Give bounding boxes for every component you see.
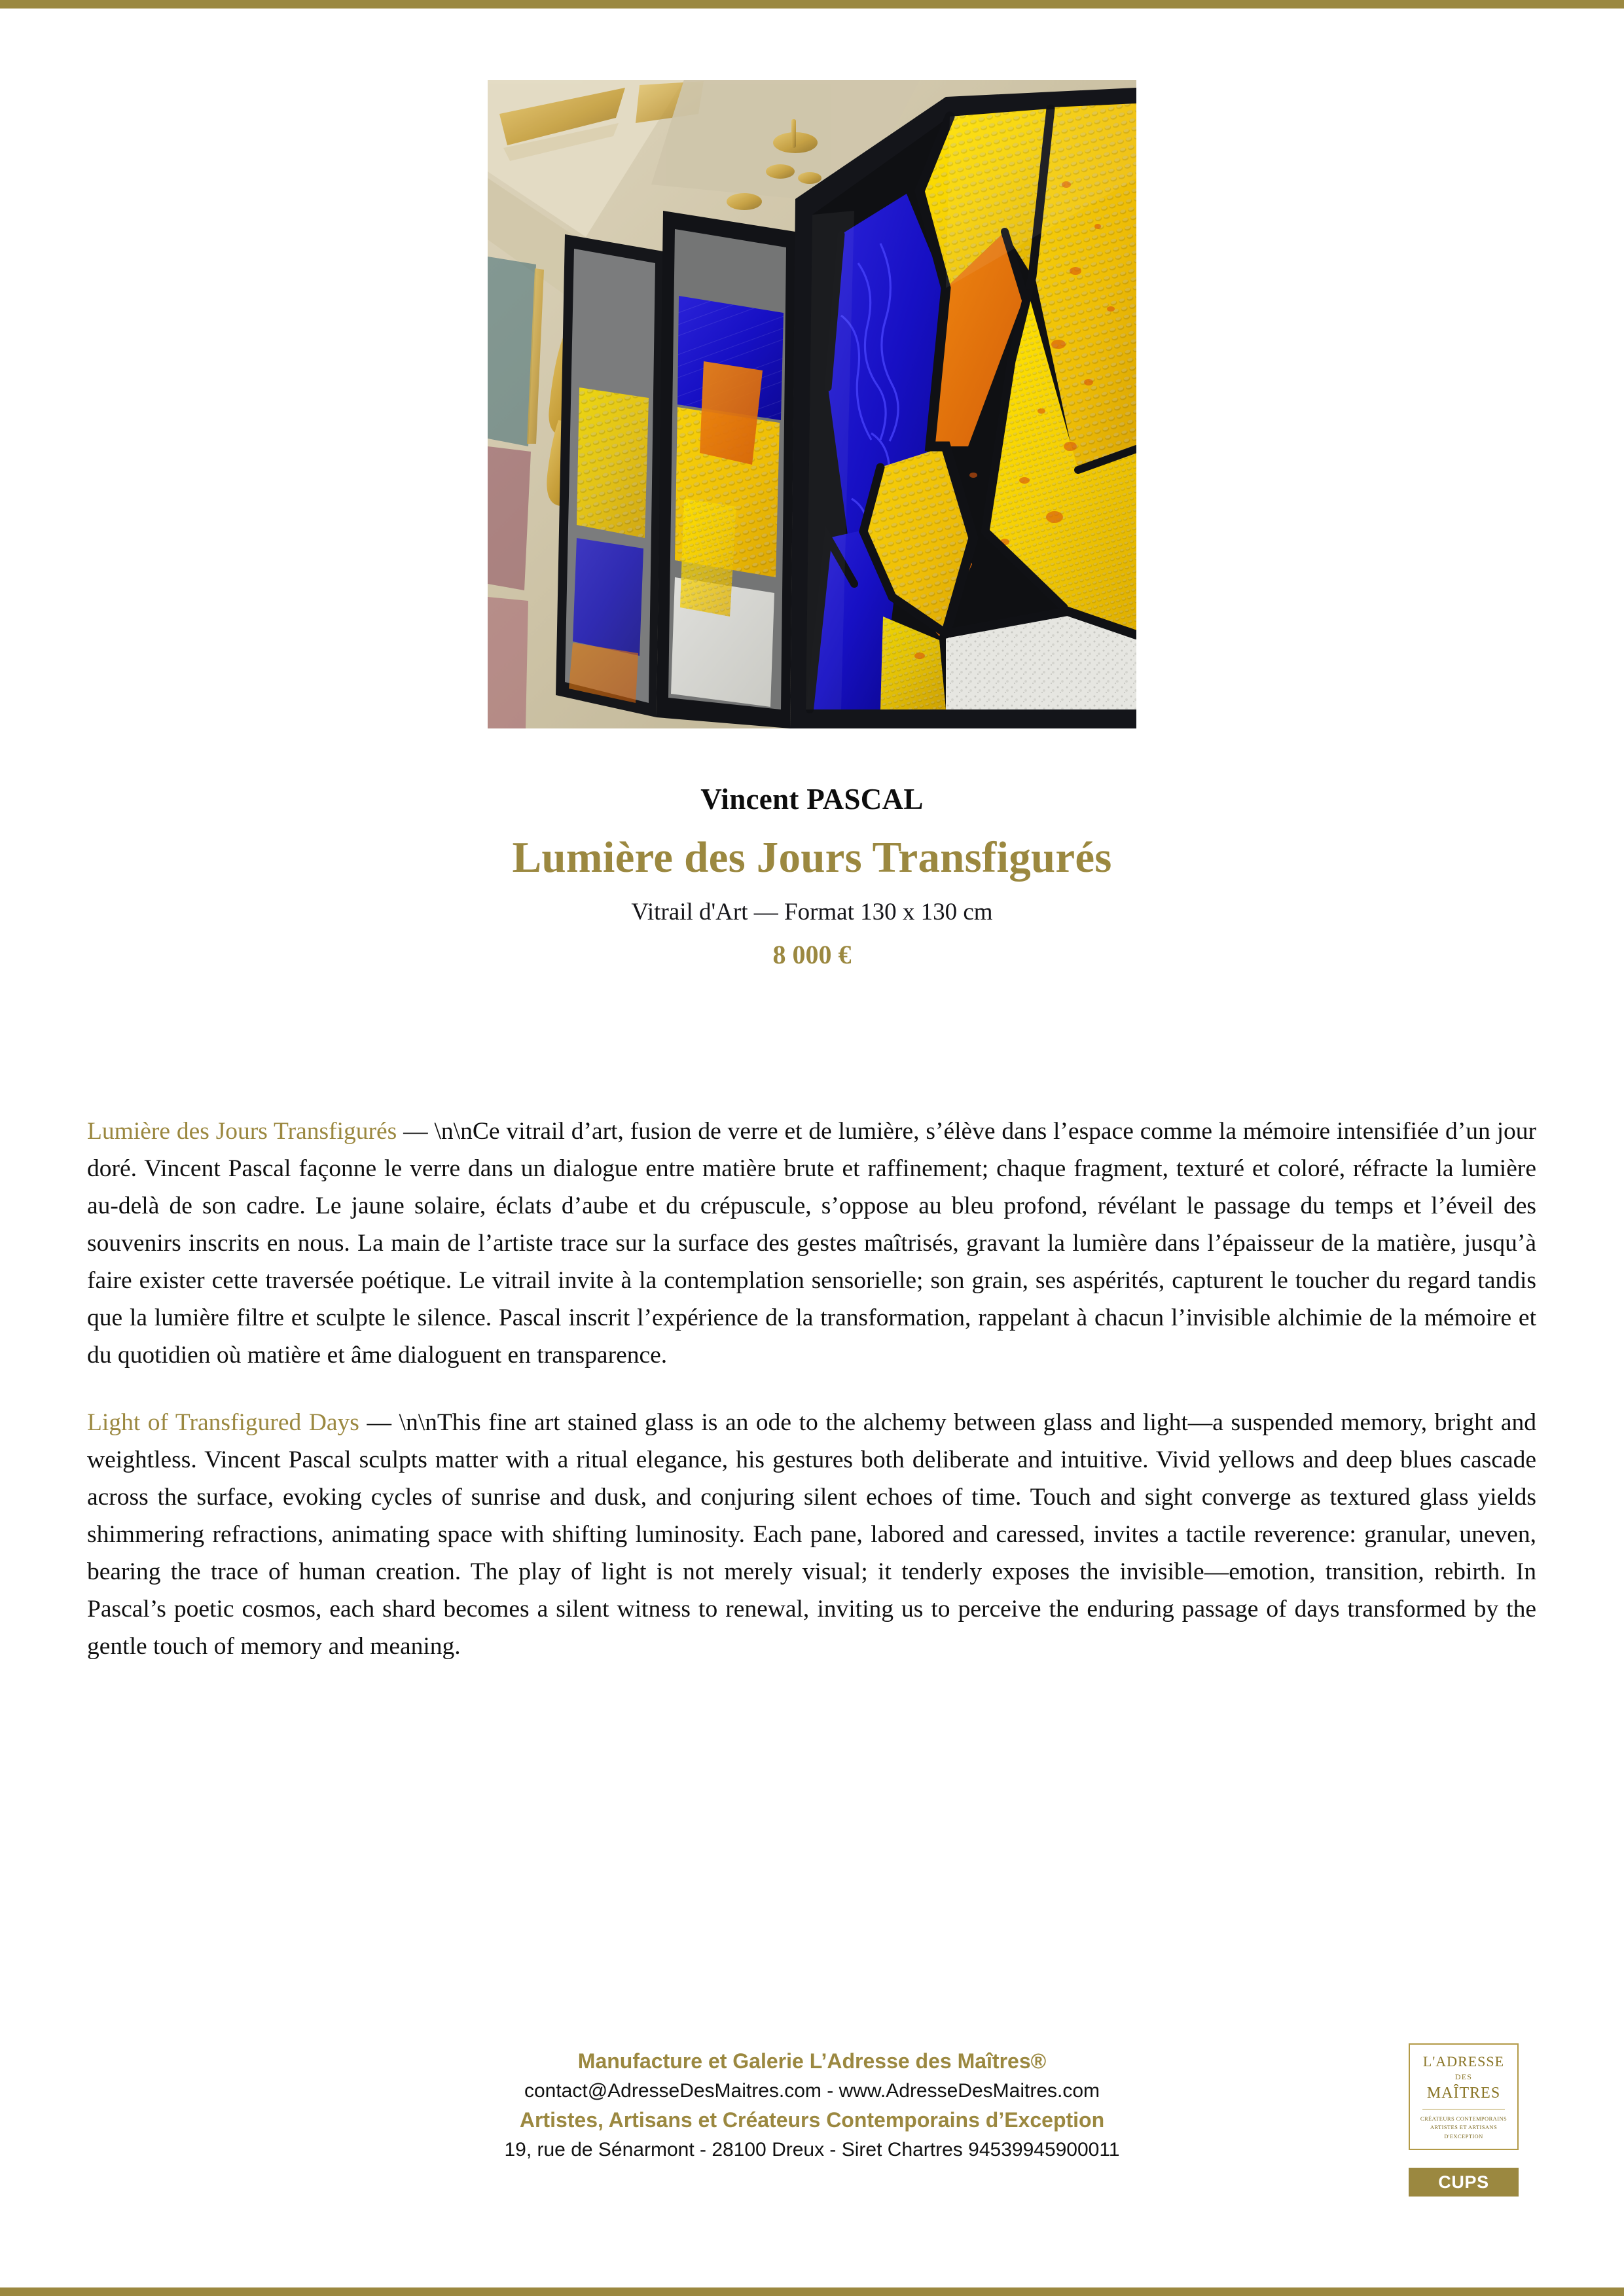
top-gold-rule [0, 0, 1624, 9]
footer-company: Manufacture et Galerie L’Adresse des Maîtres® [577, 2049, 1047, 2073]
description-paragraph-en [87, 1404, 1536, 1665]
footer-address: 19, rue de Sénarmont - 28100 Dreux - Siret Chartres 94539945900011 [504, 2138, 1120, 2161]
description-lead-fr: Lumière des Jours Transfigurés [87, 1118, 397, 1145]
page-title: Lumière des Jours Transfigurés [512, 833, 1112, 882]
footer-tagline: Artistes, Artisans et Créateurs Contemporains d’Exception [519, 2108, 1105, 2132]
artwork-photo-container [488, 80, 1136, 728]
logo-subline-3: D'EXCEPTION [1444, 2133, 1483, 2140]
description-body-en: \n\nThis fine art stained glass is an ode to the alchemy between glass and light—a suspended memory, bright and weightless. Vincent Pascal sculpts matter with a ritual elegance, his gestures both deliberate and intuitive. Vivid yellows and deep blues cascade across the surface, evoking cycles of sunrise and dusk, and conjuring silent echoes of time. Touch and sight converge as textured glass yields shimmering refractions, animating space with shifting luminosity. Each pane, labored and caressed, invites a tactile reverence: granular, uneven, bearing the trace of human creation. The play of light is not merely visual; it tenderly exposes the invisible—emotion, transition, rebirth. In Pascal’s poetic cosmos, each shard becomes a silent witness to renewal, inviting us to perceive the enduring passage of days transformed by the gentle touch of memory and meaning. [87, 1409, 1537, 1660]
logo-subline-2: ARTISTES ET ARTISANS [1430, 2124, 1498, 2131]
description-lead-en: Light of Transfigured Days [87, 1409, 359, 1436]
artwork-photo [488, 80, 1136, 728]
artist-name: Vincent PASCAL [700, 783, 924, 816]
cups-badge: CUPS [1409, 2168, 1519, 2197]
bottom-gold-rule [0, 2287, 1624, 2296]
artwork-medium-format: Vitrail d'Art — Format 130 x 130 cm [631, 899, 993, 926]
artwork-price: 8 000 € [772, 939, 852, 969]
description-separator-en: — [359, 1409, 399, 1436]
footer-contact[interactable]: contact@AdresseDesMaitres.com - www.AdresseDesMaitres.com [524, 2079, 1100, 2102]
logo-line-adresse: L'ADRESSE [1422, 2053, 1505, 2070]
logo-line-maitres: MAÎTRES [1426, 2085, 1501, 2102]
footer [0, 2047, 1624, 2163]
description-separator-fr: — [397, 1118, 435, 1145]
logo-line-des: DES [1454, 2072, 1473, 2081]
description-section [87, 1113, 1536, 1665]
title-block [0, 783, 1624, 971]
description-body-fr: \n\nCe vitrail d’art, fusion de verre et de lumière, s’élève dans l’espace comme la mémoire intensifiée d’un jour doré. Vincent Pascal façonne le verre dans un dialogue entre matière brute et raffinement; chaque fragment, texturé et coloré, réfracte la lumière au-delà de son cadre. Le jaune solaire, éclats d’aube et du crépuscule, s’oppose au bleu profond, révélant le passage du temps et l’éveil des souvenirs inscrits en nous. La main de l’artiste trace sur la surface des gestes maîtrisés, gravant la lumière dans l’épaisseur de la matière, jusqu’à faire exister cette traversée poétique. Le vitrail invite à la contemplation sensorielle; son grain, ses aspérités, capturent le toucher du regard tandis que la lumière filtre et sculpte le silence. Pascal inscrit l’expérience de la transformation, rappelant à chacun l’invisible alchimie de la mémoire et du quotidien où matière et âme dialoguent en transparence. [87, 1118, 1537, 1369]
logo-subline-1: CRÉATEURS CONTEMPORAINS [1420, 2115, 1507, 2122]
brand-logo [1409, 2043, 1519, 2150]
description-paragraph-fr [87, 1113, 1536, 1374]
stained-glass-illustration [488, 80, 1136, 728]
